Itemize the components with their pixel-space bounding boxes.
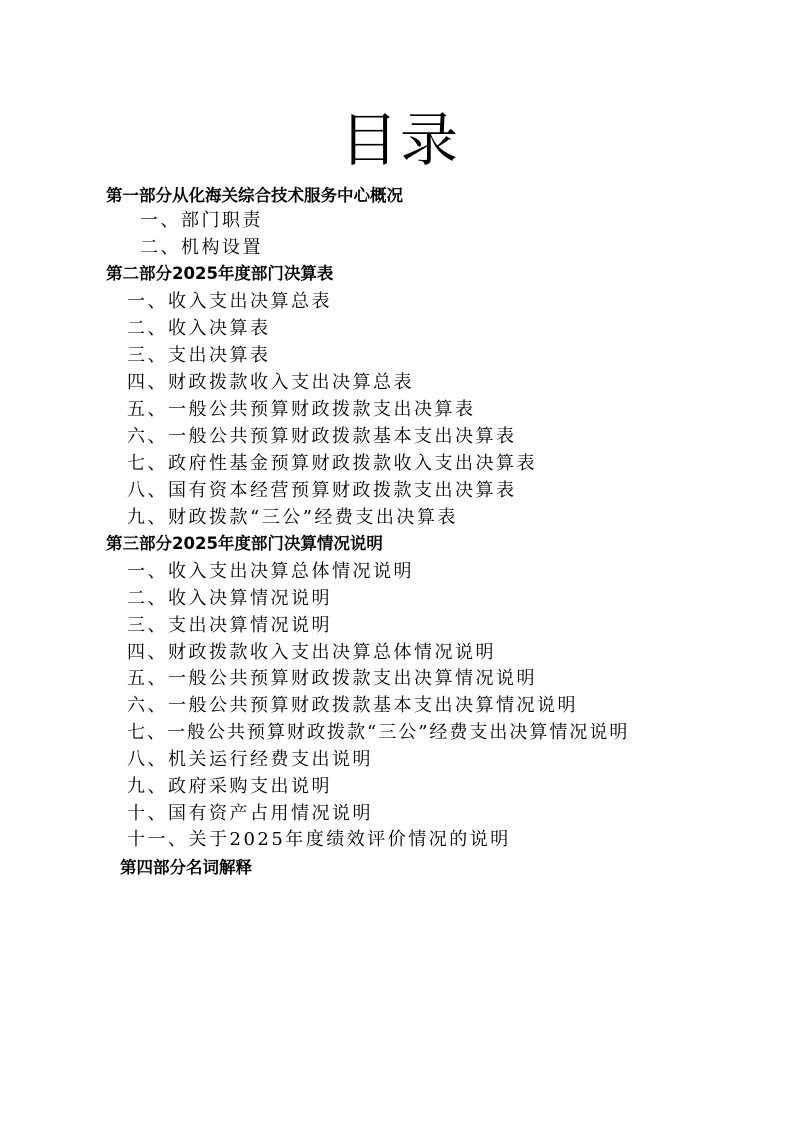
part2-item-6: 六、一般公共预算财政拨款基本支出决算表 — [127, 426, 517, 447]
part3-item-10: 十、国有资产占用情况说明 — [127, 803, 373, 824]
part3-item-4: 四、财政拨款收入支出决算总体情况说明 — [127, 642, 496, 663]
part3-item-5: 五、一般公共预算财政拨款支出决算情况说明 — [127, 668, 537, 689]
part3-heading: 第三部分2025年度部门决算情况说明 — [106, 534, 383, 553]
part1-item-1: 一、部门职责 — [140, 210, 263, 231]
part2-item-1: 一、收入支出决算总表 — [127, 291, 332, 312]
part3-item-6: 六、一般公共预算财政拨款基本支出决算情况说明 — [127, 695, 578, 716]
part3-item-11: 十一、关于2025年度绩效评价情况的说明 — [127, 829, 511, 850]
part2-item-7: 七、政府性基金预算财政拨款收入支出决算表 — [127, 453, 537, 474]
part2-item-4: 四、财政拨款收入支出决算总表 — [127, 372, 414, 393]
part3-item-3: 三、支出决算情况说明 — [127, 615, 332, 636]
part2-item-8: 八、国有资本经营预算财政拨款支出决算表 — [127, 480, 517, 501]
part3-item-8: 八、机关运行经费支出说明 — [127, 749, 373, 770]
part2-item-3: 三、支出决算表 — [127, 345, 271, 366]
part2-heading: 第二部分2025年度部门决算表 — [106, 264, 334, 283]
page-title: 目录 — [339, 106, 460, 174]
part2-item-9: 九、财政拨款“三公”经费支出决算表 — [127, 507, 458, 528]
part1-heading: 第一部分从化海关综合技术服务中心概况 — [106, 186, 403, 205]
part3-item-1: 一、收入支出决算总体情况说明 — [127, 561, 414, 582]
part2-item-5: 五、一般公共预算财政拨款支出决算表 — [127, 399, 476, 420]
part1-item-2: 二、机构设置 — [140, 237, 263, 258]
part3-item-7: 七、一般公共预算财政拨款“三公”经费支出决算情况说明 — [127, 722, 630, 743]
part3-item-9: 九、政府采购支出说明 — [127, 776, 332, 797]
part2-item-2: 二、收入决算表 — [127, 318, 271, 339]
part3-item-2: 二、收入决算情况说明 — [127, 588, 332, 609]
part4-heading: 第四部分名词解释 — [120, 858, 252, 877]
